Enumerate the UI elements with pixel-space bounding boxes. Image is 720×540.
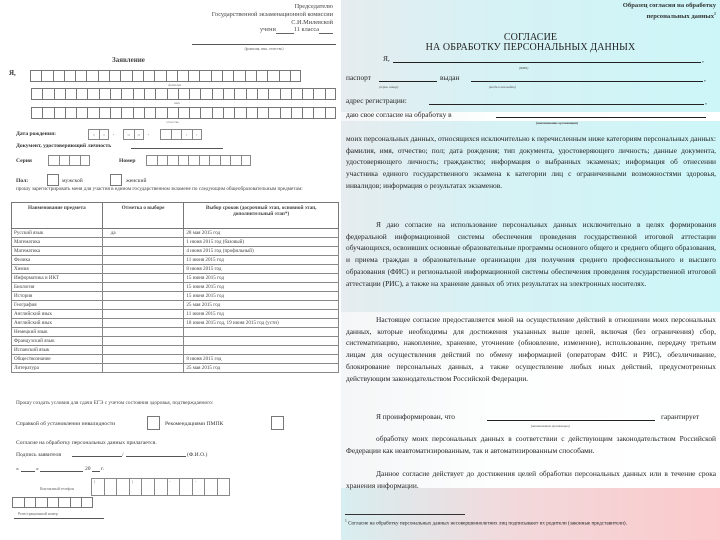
addressee-line2: Государственной экзаменационной комиссии	[211, 10, 333, 18]
date-cell: 28 мая 2015 год	[184, 229, 339, 238]
table-row	[12, 337, 339, 346]
birth-month-boxes[interactable]	[123, 129, 144, 140]
input-cell[interactable]	[246, 88, 257, 100]
input-cell[interactable]: )	[129, 478, 142, 496]
col-header-subject: Наименование предмета	[12, 203, 103, 229]
input-cell[interactable]	[217, 478, 230, 496]
input-cell[interactable]	[31, 88, 42, 100]
date-cell: 15 июня 2015 год	[184, 283, 339, 292]
input-cell[interactable]	[143, 70, 154, 82]
input-cell[interactable]	[35, 497, 47, 508]
table-row	[12, 328, 339, 337]
choice-cell[interactable]	[102, 328, 184, 337]
date-cell: 8 июня 2015 год	[184, 265, 339, 274]
paragraph-validity: Данное согласие действует до достижения целей обработки персональных данных или в течение срока хранения информации.	[346, 469, 716, 490]
input-cell[interactable]	[200, 107, 211, 119]
choice-cell[interactable]	[102, 364, 184, 373]
consent-sample-page: Образец согласия на обработку персональных данных$^1$ СОГЛАСИЕ НА ОБРАБОТКУ ПЕРСОНАЛЬНЫХ ДАННЫХ Я, , (ФИО) паспорт выдан , (серия, номер) (когда и кем выдан) адрес регистрации: , даю свое согласие на обработку в (наименование организации) моих персональных данных, относящихся исключительно к перечисленным ниже категориям персональных данных: фамилия, имя, отчество; пол; дата рождения; тип документа, удостоверяющего личность; данные документа, удостоверяющего личность; гражданство; информация о выбранных экзаменах; информация об отнесении участника единого государственного экзамена к категории лиц с ограниченными возможностями здоровья, инвалидов; информация о результатах экзаменов. Я даю согласие на использование персональных данных исключительно в целях формирования федеральной информационной системы обеспечения проведения государственной итоговой аттестации обучающихся, освоивших основные образовательные программы основного общего и среднего общего образования, и приема граждан в образовательные организации для получения среднего профессионального и высшего образования (ФИС) и региональной информационной системы обеспечения проведения государственной итоговой аттестации (РИС), а также на хранение данных об этих результатах на электронных носителях. Настоящее согласие предоставляется мной на осуществление действий в отношении моих персональных данных, которые необходимы для достижения указанных выше целей, включая (без ограничения) сбор, систематизацию, накопление, хранение, уточнение (обновление, изменение), использование, передачу третьим лицам для осуществления действий по обмену информацией (операторам ФИС и РИС), обезличивание, блокирование персональных данных, а также осуществление любых иных действий, предусмотренных действующим законодательством Российской Федерации. Я проинформирован, что гарантирует (наименование организации) обработку моих персональных данных в соответствии с действующим законодательством Российской Федерации как неавтоматизированным, так и автоматизированным способами. Данное согласие действует до достижения целей обработки персональных данных или в течение срока хранения информации. $^1$ Согласие на обработку персональных данных несовершеннолетних лиц подписывают их родители (законные представители).	[341, 0, 720, 540]
birth-date-label: Дата рождения:	[16, 131, 56, 137]
addressee-line3: С.И.Милевской	[291, 18, 333, 26]
paragraph-categories: моих персональных данных, относящихся исключительно к перечисленным ниже категориям персональных данных: фамилия, имя, отчество; пол; дата рождения; тип документа, удостоверяющего личность; данные документа, удостоверяющего личность; гражданство; информация о выбранных экзаменах; информация об отнесении участника единого государственного экзамена к категории лиц с ограниченными возможностями здоровья, инвалидов; информация о результатах экзаменов.	[346, 134, 716, 190]
table-row	[12, 346, 339, 355]
choice-cell[interactable]	[102, 301, 184, 310]
date-cell: 1 июня 2015 год (базовый)	[184, 238, 339, 247]
pmpk-checkbox[interactable]	[271, 416, 284, 430]
input-cell[interactable]	[179, 478, 192, 496]
date-year-field[interactable]	[92, 471, 100, 472]
input-cell[interactable]	[87, 107, 98, 119]
input-cell[interactable]: -	[167, 478, 180, 496]
input-cell[interactable]	[245, 70, 256, 82]
input-cell[interactable]	[30, 70, 41, 82]
signature-fio-field[interactable]	[126, 456, 186, 457]
table-header-row	[12, 203, 339, 229]
input-cell[interactable]	[178, 155, 189, 166]
input-cell[interactable]	[167, 155, 178, 166]
addressee-block	[212, 3, 333, 34]
input-cell[interactable]	[144, 107, 155, 119]
subject-cell: Химия	[12, 265, 103, 274]
input-cell[interactable]	[199, 155, 210, 166]
phone-label: Контактный телефон	[40, 487, 75, 491]
input-cell[interactable]	[41, 70, 52, 82]
input-cell[interactable]	[42, 88, 53, 100]
input-cell[interactable]	[157, 155, 168, 166]
id-document-label: Документ, удостоверяющий личность	[16, 143, 112, 149]
first-name-grid[interactable]	[31, 88, 336, 100]
date-cell: 15 июня 2015 год	[184, 274, 339, 283]
organization-field[interactable]	[496, 117, 706, 118]
gender-label: Пол:	[16, 178, 29, 184]
input-cell[interactable]	[199, 70, 210, 82]
subject-cell: Математика	[12, 238, 103, 247]
footnote-divider	[345, 514, 465, 515]
student-grade-line: учени 11 класса	[212, 26, 333, 34]
input-cell[interactable]	[141, 478, 154, 496]
paragraph-actions: Настоящее согласие предоставляется мной на осуществление действий в отношении моих персональных данных, которые необходимы для достижения указанных выше целей, включая (без ограничения) сбор, систематизацию, накопление, хранение, уточнение (обновление, изменение), использование, передачу третьим лицам для осуществления действий по обмену информацией (операторам ФИС и РИС), обезличивание, блокирование персональных данных, а также осуществление любых иных действий, предусмотренных действующим законодательством Российской Федерации.	[346, 315, 716, 383]
birth-year-boxes[interactable]	[160, 129, 202, 140]
surname-grid[interactable]	[30, 70, 301, 82]
input-cell[interactable]	[233, 70, 244, 82]
fio-underline[interactable]	[192, 44, 336, 45]
table-row	[12, 355, 339, 364]
input-cell[interactable]	[53, 70, 64, 82]
input-cell[interactable]	[188, 155, 199, 166]
gender-female-label: женский	[126, 178, 147, 184]
input-cell[interactable]	[70, 497, 82, 508]
input-cell[interactable]	[209, 155, 220, 166]
input-cell[interactable]	[65, 88, 76, 100]
table-row	[12, 247, 339, 256]
form-title: Заявление	[112, 56, 145, 64]
input-cell[interactable]	[98, 70, 109, 82]
input-cell[interactable]	[160, 129, 171, 140]
table-row	[12, 319, 339, 328]
issued-field[interactable]	[471, 81, 703, 82]
fio-caption: (ФИО)	[519, 66, 529, 70]
input-cell[interactable]	[48, 155, 59, 166]
choice-cell[interactable]	[102, 247, 184, 256]
input-cell[interactable]	[188, 70, 199, 82]
date-cell: 11 июня 2015 год	[184, 256, 339, 265]
number-boxes[interactable]	[146, 155, 251, 166]
series-boxes[interactable]	[48, 155, 90, 166]
input-cell[interactable]	[302, 88, 313, 100]
col-header-choice: Отметка о выборе	[102, 203, 184, 229]
request-text: прошу зарегистрировать меня для участия в едином государственном экзамене по следующим общеобразовательным предметам:	[16, 186, 303, 192]
input-cell[interactable]: г	[181, 129, 192, 140]
input-cell[interactable]	[222, 70, 233, 82]
table-row	[12, 238, 339, 247]
patronymic-caption: отчество	[166, 120, 180, 124]
input-cell[interactable]	[268, 107, 279, 119]
disability-label: Справкой об установлении инвалидности	[16, 421, 116, 427]
input-cell[interactable]	[230, 155, 241, 166]
input-cell[interactable]	[80, 155, 91, 166]
input-cell[interactable]	[220, 155, 231, 166]
passport-field[interactable]	[379, 81, 437, 82]
subject-cell: Информатика и ИКТ	[12, 274, 103, 283]
input-cell[interactable]	[133, 107, 144, 119]
subject-cell: Математика	[12, 247, 103, 256]
input-cell[interactable]	[12, 497, 24, 508]
choice-cell[interactable]	[102, 310, 184, 319]
date-cell: 25 мая 2015 год	[184, 301, 339, 310]
input-cell[interactable]	[257, 88, 268, 100]
input-cell[interactable]: м	[123, 129, 134, 140]
col-header-dates: Выбор сроков (досрочный этап, основной этап, дополнительный этап*)	[184, 203, 339, 229]
subject-cell: Литература	[12, 364, 103, 373]
input-cell[interactable]	[211, 70, 222, 82]
application-form-page: Председателю Государственной экзаменационной комиссии С.И.Милевской учени 11 класса (фамилия, имя, отчество) Заявление Я, фамилия имя отчество Дата рождения: ч ч . м м . г г Документ, удостоверяющий личность Серия Номер Пол: мужской женский прошу зарегистрировать меня для участия в едином государственном экзамене по следующим общеобразовательным предметам: Наименование предмета Отметка о выборе Выбор сроков (досрочный этап, основной этап, дополнительный этап*) Русский язык да 28 мая 2015 год Математика 1 июня 2015 год (базовый) Математика 4 июня 2015 год (профильный) Физика 11 июня 2015 год Химия 8 июня 2015 год Информатика и ИКТ 15 июня 2015 год Биология 15 июня 2015 год История 15 июня 2015 год География 25 мая 2015 год Английский язык 11 июня 2015 год Английский язык 18 июня 2015 год, 19 июня 2015 год (устн) Немецкий язык Французский язык Испанский язык Обществознание 8 июня 2015 год Литература 25 мая 2015 год Прошу создать условия для сдачи ЕГЭ с учетом состояния здоровья, подтверждаемого: Справкой об установлении инвалидности Рекомендациями ПМПК Согласие на обработку персональных данных прилагается. Подпись заявителя / (Ф.И.О.) « » 20 г. Контактный телефон ( ) - - Регистрационный номер	[0, 0, 339, 540]
input-cell[interactable]: м	[134, 129, 145, 140]
subject-cell: Обществознание	[12, 355, 103, 364]
input-cell[interactable]	[75, 70, 86, 82]
conditions-text: Прошу создать условия для сдачи ЕГЭ с учетом состояния здоровья, подтверждаемого:	[16, 400, 214, 406]
subject-cell: Немецкий язык	[12, 328, 103, 337]
date-cell: 8 июня 2015 год	[184, 355, 339, 364]
subject-cell: Русский язык	[12, 229, 103, 238]
address-field[interactable]	[429, 104, 704, 105]
input-cell[interactable]	[104, 478, 117, 496]
input-cell[interactable]: (	[91, 478, 104, 496]
subject-cell: Французский язык	[12, 337, 103, 346]
i-label: Я,	[383, 54, 390, 63]
input-cell[interactable]	[155, 107, 166, 119]
input-cell[interactable]	[154, 70, 165, 82]
input-cell[interactable]: г	[192, 129, 203, 140]
input-cell[interactable]	[109, 70, 120, 82]
signature-label: Подпись заявителя	[16, 452, 62, 458]
choice-cell[interactable]	[102, 283, 184, 292]
paragraph-purpose: Я даю согласие на использование персональных данных исключительно в целях формирования федеральной информационной системы обеспечения проведения государственной итоговой аттестации обучающихся, освоивших основные образовательные программы основного общего и среднего общего образования, и приема граждан в образовательные организации для получения среднего профессионального и высшего образования (ФИС) и региональной информационной системы обеспечения проведения государственной итоговой аттестации (РИС), а также на хранение данных об этих результатах на электронных носителях.	[346, 220, 716, 288]
fio-short-label: (Ф.И.О.)	[187, 452, 208, 458]
input-cell[interactable]	[99, 107, 110, 119]
input-cell[interactable]	[146, 155, 157, 166]
table-row	[12, 364, 339, 373]
subject-cell: Английский язык	[12, 310, 103, 319]
input-cell[interactable]: ч	[88, 129, 99, 140]
choice-cell[interactable]	[102, 292, 184, 301]
addressee-line1: Председателю	[294, 3, 333, 10]
input-cell[interactable]	[212, 107, 223, 119]
input-cell[interactable]	[171, 129, 182, 140]
footnote: $^1$ Согласие на обработку персональных данных несовершеннолетних лиц подписывают их родители (законные представители).	[345, 519, 627, 527]
consent-title-line2: НА ОБРАБОТКУ ПЕРСОНАЛЬНЫХ ДАННЫХ	[425, 42, 636, 53]
input-cell[interactable]	[212, 88, 223, 100]
table-row	[12, 292, 339, 301]
number-label: Номер	[119, 158, 136, 164]
name-label: Я,	[9, 69, 16, 77]
input-cell[interactable]	[81, 497, 93, 508]
consent-attached-text: Согласие на обработку персональных данных прилагается.	[16, 440, 157, 446]
input-cell[interactable]	[86, 70, 97, 82]
date-cell: 15 июня 2015 год	[184, 292, 339, 301]
fio-field[interactable]	[393, 62, 701, 63]
input-cell[interactable]	[268, 88, 279, 100]
first-name-caption: имя	[174, 101, 180, 105]
surname-caption: фамилия	[168, 83, 182, 87]
input-cell[interactable]	[325, 107, 336, 119]
fio-caption: (фамилия, имя, отчество)	[244, 47, 284, 51]
input-cell[interactable]	[121, 88, 132, 100]
input-cell[interactable]	[120, 70, 131, 82]
input-cell[interactable]	[76, 107, 87, 119]
issued-label: выдан	[440, 73, 460, 82]
id-document-field[interactable]	[131, 148, 223, 149]
address-label: адрес регистрации:	[346, 96, 407, 105]
date-cell: 11 июня 2015 год	[184, 310, 339, 319]
reg-number-label: Регистрационный номер	[18, 512, 58, 516]
input-cell[interactable]	[189, 107, 200, 119]
input-cell[interactable]	[267, 70, 278, 82]
input-cell[interactable]	[241, 155, 252, 166]
gender-female-checkbox[interactable]	[110, 174, 122, 186]
choice-cell[interactable]	[102, 337, 184, 346]
input-cell[interactable]	[189, 88, 200, 100]
input-cell[interactable]	[234, 107, 245, 119]
table-row	[12, 310, 339, 319]
input-cell[interactable]	[291, 107, 302, 119]
org-caption: (наименование организации)	[536, 121, 578, 125]
informed-caption: (наименование организации)	[531, 424, 570, 428]
input-cell[interactable]	[154, 478, 167, 496]
choice-cell[interactable]	[102, 346, 184, 355]
input-cell[interactable]	[280, 107, 291, 119]
input-cell[interactable]	[47, 497, 59, 508]
input-cell[interactable]	[178, 107, 189, 119]
input-cell[interactable]	[144, 88, 155, 100]
sample-corner-title: Образец согласия на обработку персональных данных$^1$	[622, 2, 716, 21]
input-cell[interactable]	[223, 88, 234, 100]
input-cell[interactable]	[246, 107, 257, 119]
guarantees-label: гарантирует	[661, 412, 700, 421]
subject-cell: История	[12, 292, 103, 301]
choice-cell[interactable]	[102, 256, 184, 265]
choice-cell[interactable]: да	[102, 229, 184, 238]
input-cell[interactable]	[313, 107, 324, 119]
subject-cell: География	[12, 301, 103, 310]
input-cell[interactable]	[110, 88, 121, 100]
table-row	[12, 229, 339, 238]
date-month-field[interactable]	[40, 471, 83, 472]
input-cell[interactable]	[133, 88, 144, 100]
informed-label: Я проинформирован, что	[376, 412, 455, 421]
subject-cell: Испанский язык	[12, 346, 103, 355]
input-cell[interactable]	[204, 478, 217, 496]
input-cell[interactable]	[121, 107, 132, 119]
date-cell: 25 мая 2015 год	[184, 364, 339, 373]
pmpk-label: Рекомендациями ПМПК	[165, 421, 224, 427]
table-row	[12, 256, 339, 265]
input-cell[interactable]	[110, 107, 121, 119]
subject-cell: Биология	[12, 283, 103, 292]
input-cell[interactable]	[65, 107, 76, 119]
input-cell[interactable]	[167, 107, 178, 119]
input-cell[interactable]	[280, 88, 291, 100]
input-cell[interactable]	[58, 497, 70, 508]
input-cell[interactable]	[59, 155, 70, 166]
patronymic-grid[interactable]	[31, 107, 336, 119]
input-cell[interactable]	[290, 70, 301, 82]
choice-cell[interactable]	[102, 274, 184, 283]
consent-title-line1: СОГЛАСИЕ	[503, 32, 558, 43]
passport-label: паспорт	[346, 73, 371, 82]
input-cell[interactable]	[116, 478, 129, 496]
input-cell[interactable]	[155, 88, 166, 100]
input-cell[interactable]	[279, 70, 290, 82]
date-cell	[184, 328, 339, 337]
reg-number-grid[interactable]	[12, 497, 93, 508]
input-cell[interactable]	[256, 70, 267, 82]
subjects-table	[11, 202, 339, 373]
input-cell[interactable]	[87, 88, 98, 100]
input-cell[interactable]	[99, 88, 110, 100]
input-cell[interactable]	[132, 70, 143, 82]
input-cell[interactable]	[76, 88, 87, 100]
birth-day-boxes[interactable]	[88, 129, 109, 140]
choice-cell[interactable]	[102, 238, 184, 247]
date-cell: 4 июня 2015 год (профильный)	[184, 247, 339, 256]
input-cell[interactable]	[42, 107, 53, 119]
informed-org-field[interactable]	[487, 420, 655, 421]
input-cell[interactable]	[177, 70, 188, 82]
subject-cell: Английский язык	[12, 319, 103, 328]
series-label: Серия	[16, 158, 32, 164]
input-cell[interactable]: ч	[99, 129, 110, 140]
input-cell[interactable]	[223, 107, 234, 119]
input-cell[interactable]: -	[192, 478, 205, 496]
input-cell[interactable]	[31, 107, 42, 119]
date-cell	[184, 346, 339, 355]
signature-field[interactable]	[72, 456, 122, 457]
input-cell[interactable]	[257, 107, 268, 119]
consent-to-label: даю свое согласие на обработку в	[346, 110, 452, 119]
passport-caption: (серия, номер)	[379, 85, 399, 89]
choice-cell[interactable]	[102, 319, 184, 328]
date-day-field[interactable]	[21, 471, 35, 472]
choice-cell[interactable]	[102, 265, 184, 274]
input-cell[interactable]	[234, 88, 245, 100]
input-cell[interactable]	[54, 88, 65, 100]
subject-cell: Физика	[12, 256, 103, 265]
input-cell[interactable]	[325, 88, 336, 100]
input-cell[interactable]	[178, 88, 189, 100]
input-cell[interactable]	[291, 88, 302, 100]
table-row	[12, 283, 339, 292]
date-cell	[184, 337, 339, 346]
input-cell[interactable]	[313, 88, 324, 100]
gender-male-label: мужской	[62, 178, 83, 184]
date-cell: 18 июня 2015 год, 19 июня 2015 год (устн)	[184, 319, 339, 328]
input-cell[interactable]	[64, 70, 75, 82]
gender-male-checkbox[interactable]	[47, 174, 59, 186]
table-row	[12, 265, 339, 274]
table-row	[12, 301, 339, 310]
input-cell[interactable]	[167, 88, 178, 100]
input-cell[interactable]	[166, 70, 177, 82]
table-row	[12, 274, 339, 283]
issued-caption: (когда и кем выдан)	[489, 85, 516, 89]
input-cell[interactable]	[302, 107, 313, 119]
input-cell[interactable]	[54, 107, 65, 119]
paragraph-processing: обработку моих персональных данных в соответствии с действующим законодательством Российской Федерации как неавтоматизированным, так и автоматизированным способами.	[346, 434, 716, 455]
input-cell[interactable]	[24, 497, 36, 508]
choice-cell[interactable]	[102, 355, 184, 364]
disability-checkbox[interactable]	[147, 416, 160, 430]
phone-grid[interactable]	[91, 478, 230, 496]
input-cell[interactable]	[69, 155, 80, 166]
input-cell[interactable]	[200, 88, 211, 100]
